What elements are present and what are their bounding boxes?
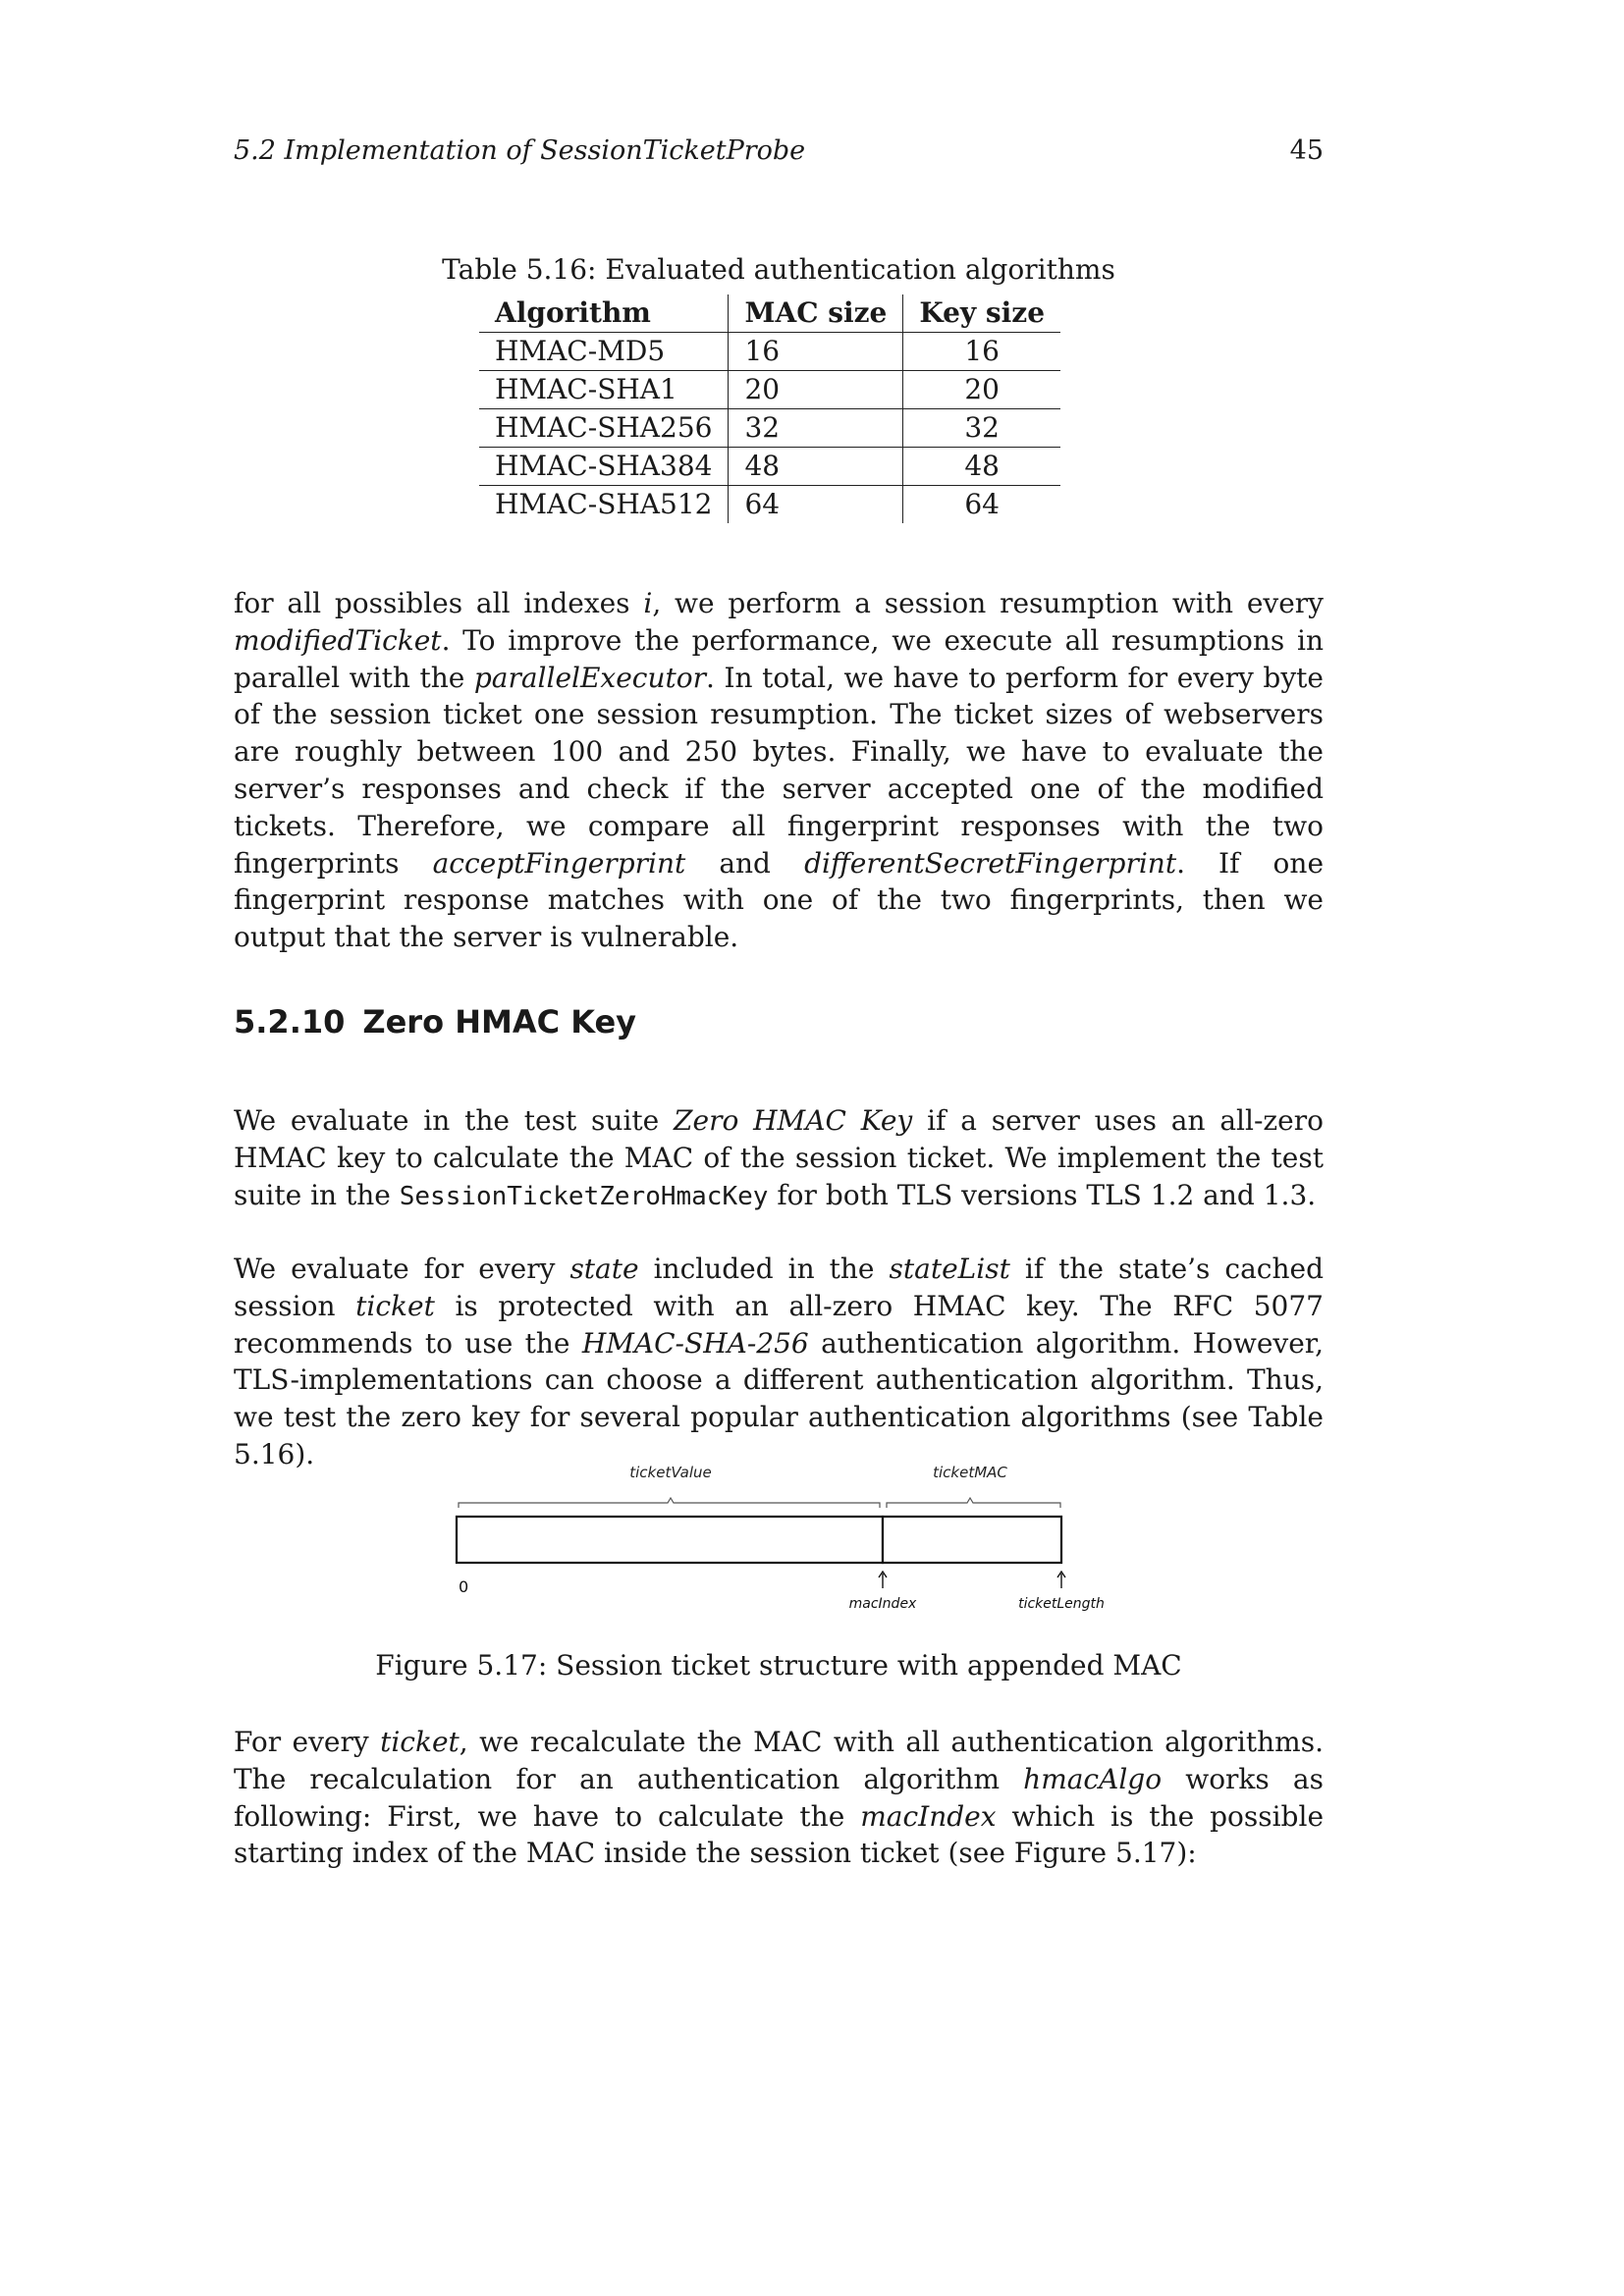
table-header-cell: Key size — [903, 294, 1060, 333]
emphasis: stateList — [889, 1253, 1010, 1285]
emphasis: differentSecretFingerprint — [804, 846, 1177, 880]
text: For every — [234, 1726, 381, 1758]
text: , we perform a session resumption with every — [652, 587, 1324, 619]
table-cell: 32 — [903, 409, 1060, 448]
text: . If one fingerprint response matches with one of the two fingerprints, then we output that the server is vulnerable. — [234, 846, 1325, 954]
table-row — [479, 371, 1060, 409]
table-row — [479, 486, 1060, 524]
table-cell: HMAC-SHA256 — [479, 409, 729, 448]
table-cell: 48 — [729, 448, 903, 486]
emphasis: parallelExecutor — [473, 661, 706, 694]
text: authentication algorithm. However, TLS-implementations can choose a different authentication algorithm. Thus, we test the zero key for several popular authentication algorithms (see Table 5.16). — [234, 1326, 1325, 1470]
text: i — [643, 587, 653, 619]
table-header-cell: Algorithm — [479, 294, 729, 333]
table-cell: 16 — [729, 333, 903, 371]
table-cell: 20 — [729, 371, 903, 409]
emphasis: macIndex — [860, 1799, 997, 1833]
text: is protected with an all-zero HMAC key. The RFC 5077 recommends to use the — [234, 1289, 1324, 1360]
code-class-name: SessionTicketZeroHmacKey — [399, 1181, 769, 1211]
table-cell: 16 — [903, 333, 1060, 371]
table-cell: 64 — [964, 488, 1000, 520]
text: for both TLS versions TLS 1.2 and 1.3. — [768, 1178, 1317, 1211]
table-header-cell: MAC size — [729, 294, 903, 333]
paragraph-resumption — [234, 585, 1324, 956]
text: , we recalculate the MAC with all authentication algorithms. The recalculation for an authentication algorithm — [234, 1726, 1324, 1795]
algorithms-table — [479, 294, 1060, 523]
table-row — [479, 448, 1060, 486]
table-cell: HMAC-SHA512 — [479, 486, 729, 524]
mac-index-label: macIndex — [848, 1596, 917, 1612]
paragraph-recalculation — [234, 1724, 1324, 1872]
text: if a server uses an all-zero HMAC key to calculate the MAC of the session ticket. We implement the test suite in the — [234, 1104, 1324, 1211]
text: included in the — [638, 1253, 890, 1285]
emphasis: state — [569, 1253, 639, 1285]
table-cell: 32 — [729, 409, 903, 448]
ticket-mac-brace — [887, 1498, 1060, 1508]
text: . To improve the performance, we execute all resumptions in parallel with the — [234, 623, 1324, 694]
running-header — [234, 135, 1324, 175]
text: We evaluate for every — [234, 1253, 570, 1285]
table-cell: 64 — [729, 486, 903, 524]
text: which is the possible starting index of the MAC inside the session ticket (see Figure 5.17): — [234, 1799, 1325, 1870]
text: We evaluate in the test suite — [234, 1104, 675, 1137]
table-cell: HMAC-MD5 — [479, 333, 729, 371]
table-caption: Table 5.16: Evaluated authentication algorithms — [442, 253, 1115, 286]
table-row — [479, 333, 1060, 371]
section-title: Zero HMAC Key — [362, 1003, 636, 1041]
ticket-value-brace — [459, 1498, 880, 1508]
paragraph-state-check — [234, 1251, 1324, 1473]
header-section-title: 5.2 Implementation of SessionTicketProbe — [234, 135, 806, 166]
offset-zero-label: 0 — [459, 1577, 469, 1596]
ticket-length-label: ticketLength — [1018, 1596, 1105, 1612]
text: and — [685, 846, 805, 880]
table-row — [479, 409, 1060, 448]
emphasis: acceptFingerprint — [432, 846, 686, 880]
text: . In total, we have to perform for every byte of the session ticket one session resumption. The ticket sizes of webservers are roughly between 100 and 250 bytes. Finally, we have to evaluate the server’s responses and check if the server accepted one of the modified tickets. Therefore, we compare all fingerprint responses with the two fingerprints — [234, 661, 1324, 880]
ticket-structure-figure — [432, 1453, 1139, 1629]
emphasis: ticket — [355, 1289, 435, 1322]
emphasis: HMAC-SHA-256 — [581, 1326, 809, 1360]
text: works as following: First, we have to calculate the — [234, 1762, 1324, 1833]
table-cell: HMAC-SHA1 — [479, 371, 729, 409]
table-cell: 48 — [903, 448, 1060, 486]
emphasis: ticket — [380, 1726, 460, 1758]
emphasis: Zero HMAC Key — [674, 1104, 913, 1137]
ticket-value-label: ticketValue — [629, 1464, 712, 1481]
figure-caption: Figure 5.17: Session ticket structure with appended MAC — [375, 1649, 1182, 1682]
table-header-row — [479, 294, 1060, 333]
section-heading — [234, 1003, 636, 1041]
emphasis: modifiedTicket — [234, 623, 442, 657]
ticket-mac-box — [883, 1517, 1061, 1563]
text: if the state’s cached session — [234, 1253, 1324, 1322]
page-number: 45 — [1289, 135, 1324, 166]
table-cell: HMAC-SHA384 — [479, 448, 729, 486]
ticket-mac-label: ticketMAC — [933, 1464, 1007, 1481]
ticket-value-box — [457, 1517, 883, 1563]
paragraph-zero-hmac-intro — [234, 1102, 1324, 1215]
table-cell: 20 — [903, 371, 1060, 409]
section-number: 5.2.10 — [234, 1003, 346, 1041]
emphasis: hmacAlgo — [1023, 1762, 1163, 1795]
text: for all possibles all indexes — [234, 587, 644, 619]
